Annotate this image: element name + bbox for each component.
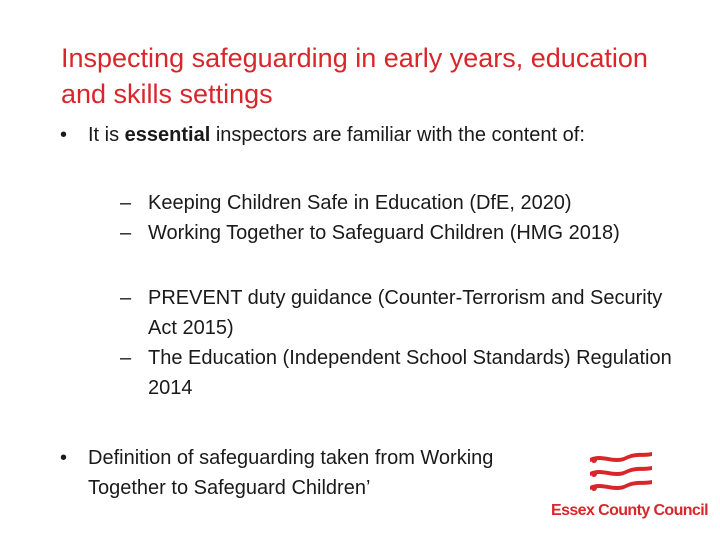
bullet-mark: •: [60, 124, 68, 146]
sub-dash: –: [120, 222, 132, 244]
bullet-text: Definition of safeguarding taken from Working Together to Safeguard Children’: [88, 447, 494, 499]
sub-text: Keeping Children Safe in Education (DfE, 2020): [148, 192, 572, 214]
sub-dash: –: [120, 347, 132, 369]
bullet-text-start: It is: [88, 124, 125, 146]
sub-text: The Education (Independent School Standards) Regulation 2014: [148, 347, 672, 399]
sub-text: Working Together to Safeguard Children (HMG 2018): [148, 222, 620, 244]
bullet-text-end: inspectors are familiar with the content of:: [210, 124, 585, 146]
bullet-text: [88, 120, 668, 150]
sub-dash: –: [120, 192, 132, 214]
sub-text: PREVENT duty guidance (Counter-Terrorism and Security Act 2015): [148, 287, 663, 339]
essex-seaxes-icon: [586, 448, 656, 503]
sub-dash: –: [120, 287, 132, 309]
bullet-text-bold: essential: [124, 124, 211, 146]
logo-text: Essex County Council: [551, 502, 708, 519]
bullet-mark: •: [60, 447, 68, 469]
slide-title: Inspecting safeguarding in early years, education and skills settings: [61, 43, 648, 109]
